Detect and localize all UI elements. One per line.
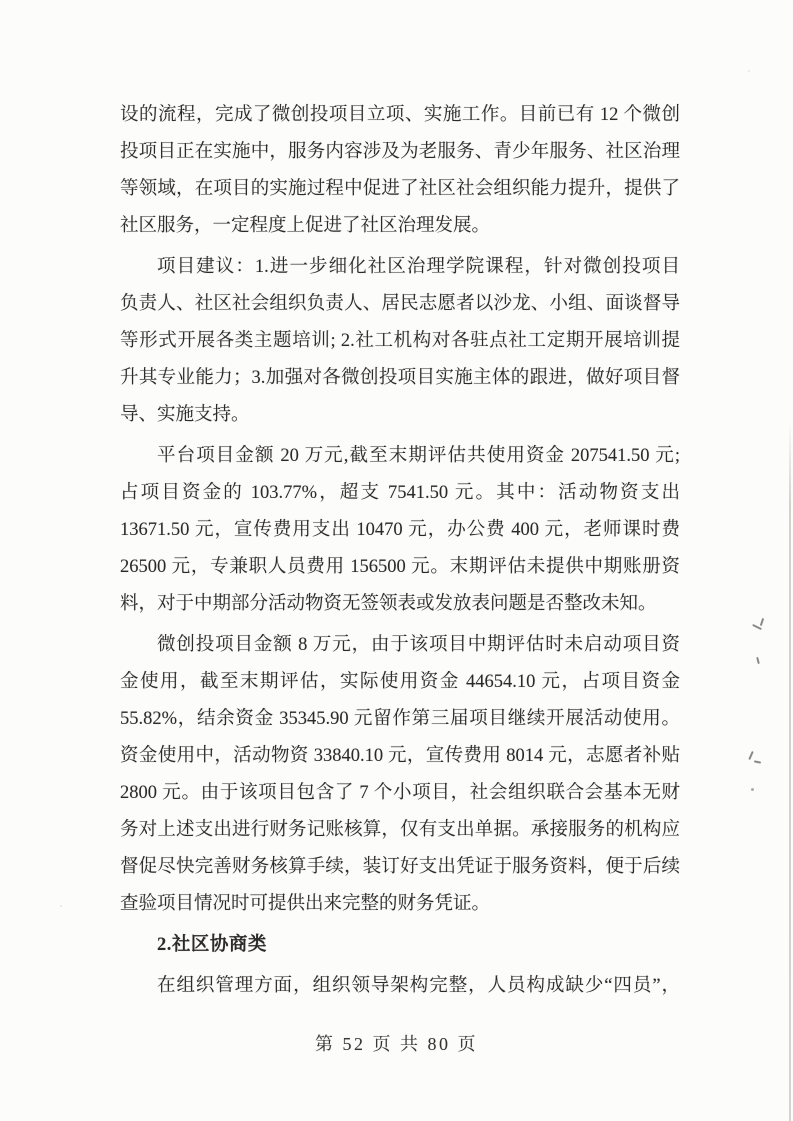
text-line: 资金使用中，活动物资 33840.10 元，宣传费用 8014 元，志愿者补贴: [120, 746, 680, 766]
scan-speck: [372, 213, 374, 216]
text-line: 查验项目情况时可提供出来完整的财务凭证。: [120, 894, 491, 914]
text-line: 在组织管理方面，组织领导架构完整，人员构成缺少“四员”，: [157, 976, 680, 996]
page-footer: 第 52 页 共 80 页: [315, 1034, 478, 1054]
text-line: 26500 元，专兼职人员费用 156500 元。末期评估未提供中期账册资: [120, 557, 680, 577]
text-line: 等领域，在项目的实施过程中促进了社区社会组织能力提升，提供了: [120, 179, 680, 199]
scan-artifact: [748, 751, 753, 760]
scan-artifact: [756, 657, 760, 664]
text-line: 13671.50 元，宣传费用支出 10470 元，办公费 400 元，老师课时费: [120, 520, 680, 540]
scan-speck: [748, 70, 750, 72]
document-body: [120, 97, 680, 1009]
text-line: 项目建议：1.进一步细化社区治理学院课程，针对微创投项目: [157, 257, 680, 277]
scan-artifact: [760, 618, 764, 626]
text-line: 55.82%，结余资金 35345.90 元留作第三届项目继续开展活动使用。: [120, 709, 680, 729]
text-line: 平台项目金额 20 万元,截至末期评估共使用资金 207541.50 元;: [157, 446, 680, 466]
text-line: 微创投项目金额 8 万元，由于该项目中期评估时未启动项目资: [157, 635, 680, 655]
text-line: 负责人、社区社会组织负责人、居民志愿者以沙龙、小组、面谈督导: [120, 294, 680, 314]
scan-edge-line: [789, 420, 791, 1121]
text-line: 升其专业能力；3.加强对各微创投项目实施主体的跟进，做好项目督: [120, 368, 680, 388]
paragraph: [120, 968, 680, 1005]
text-line: 2.社区协商类: [157, 935, 267, 955]
text-line: 导、实施支持。: [120, 405, 250, 425]
text-line: 2800 元。由于该项目包含了 7 个小项目，社会组织联合会基本无财: [120, 783, 680, 803]
paragraph: [120, 438, 680, 623]
scan-speck: [60, 905, 62, 907]
section-heading: [120, 927, 680, 964]
paragraph: [120, 627, 680, 923]
text-line: 料，对于中期部分活动物资无签领表或发放表问题是否整改未知。: [120, 594, 657, 614]
text-line: 占项目资金的 103.77%，超支 7541.50 元。其中：活动物资支出: [120, 483, 680, 503]
paragraph: [120, 249, 680, 434]
paragraph: [120, 97, 680, 245]
text-line: 社区服务，一定程度上促进了社区治理发展。: [120, 216, 491, 236]
text-line: 等形式开展各类主题培训; 2.社工机构对各驻点社工定期开展培训提: [120, 331, 680, 351]
scan-artifact: [754, 760, 761, 763]
text-line: 务对上述支出进行财务记账核算，仅有支出单据。承接服务的机构应: [120, 820, 680, 840]
text-line: 投项目正在实施中，服务内容涉及为老服务、青少年服务、社区治理: [120, 142, 680, 162]
text-line: 督促尽快完善财务核算手续，装订好支出凭证于服务资料，便于后续: [120, 857, 680, 877]
text-line: 金使用，截至末期评估，实际使用资金 44654.10 元，占项目资金: [120, 672, 680, 692]
scan-artifact: [751, 788, 754, 791]
text-line: 设的流程，完成了微创投项目立项、实施工作。目前已有 12 个微创: [120, 105, 680, 125]
